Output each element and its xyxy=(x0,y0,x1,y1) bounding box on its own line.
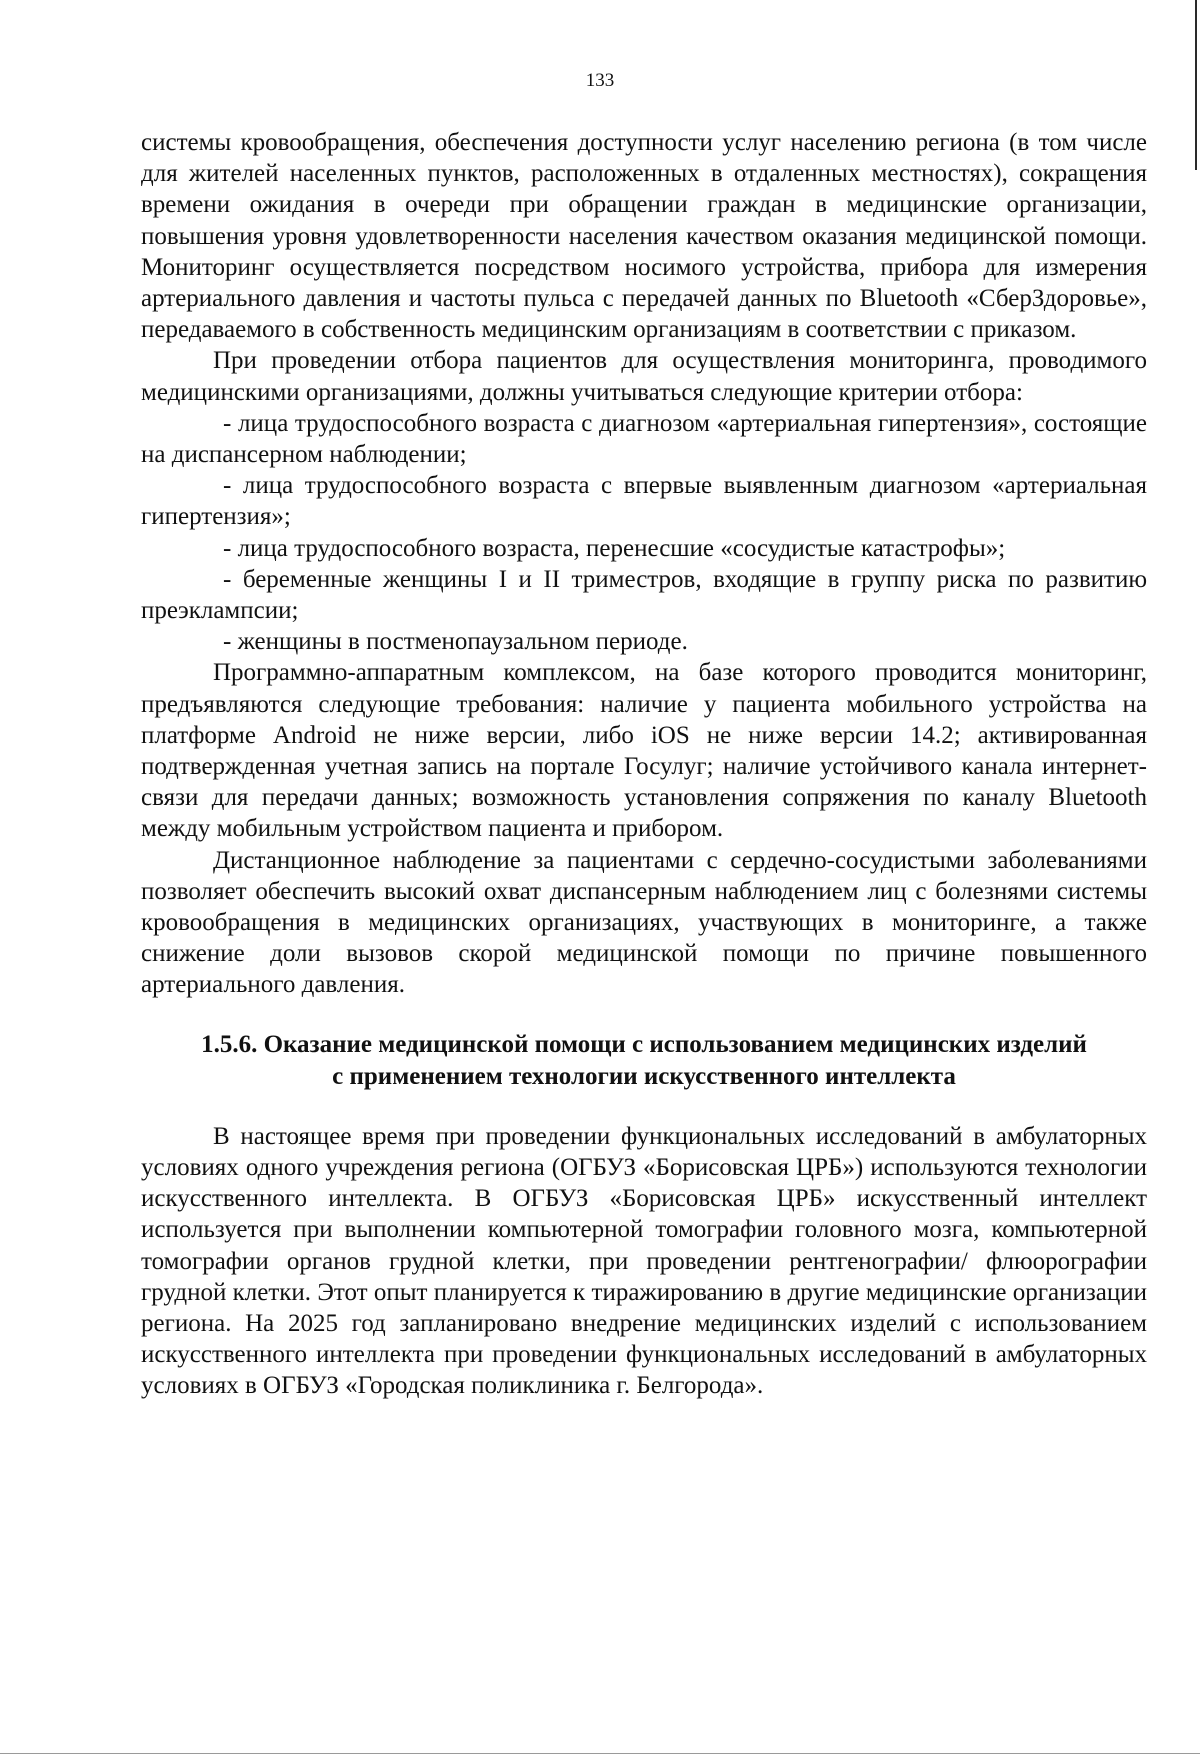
list-item: - беременные женщины I и II триместров, входящие в группу риска по развитию преэклампсии; xyxy=(141,565,1147,625)
paragraph-selection-criteria-intro: При проведении отбора пациентов для осуществления мониторинга, проводимого медицинскими организациями, должны учитываться следующие критерии отбора: xyxy=(141,347,1147,406)
section-heading: 1.5.6. Оказание медицинской помощи с использованием медицинских изделий с применением технологии искусственного интеллекта xyxy=(201,1030,1087,1090)
scan-bottom-line xyxy=(0,1753,1200,1754)
list-item: - лица трудоспособного возраста с впервые выявленным диагнозом «артериальная гипертензия»; xyxy=(141,472,1147,531)
list-item: - лица трудоспособного возраста с диагнозом «артериальная гипертензия», состоящие на диспансерном наблюдении; xyxy=(141,409,1147,469)
list-item: - женщины в постменопаузальном периоде. xyxy=(223,628,688,656)
page-number: 133 xyxy=(585,70,615,91)
paragraph-ai-usage: В настоящее время при проведении функциональных исследований в амбулаторных условиях одного учреждения региона (ОГБУЗ «Борисовская ЦРБ») используются технологии искусственного интеллекта. В ОГБУЗ «Борисовская ЦРБ» искусственный интеллект используется при выполнении компьютерной томографии головного мозга, компьютерной томографии органов грудной клетки, при проведении рентгенографии/ флюорографии грудной клетки. Этот опыт планируется к тиражированию в другие медицинские организации региона. На 2025 год запланировано внедрение медицинских изделий с использованием искусственного интеллекта при проведении функциональных исследований в амбулаторных условиях в ОГБУЗ «Городская поликлиника г. Белгорода». xyxy=(141,1122,1147,1400)
list-item: - лица трудоспособного возраста, перенесшие «сосудистые катастрофы»; xyxy=(223,534,1006,562)
paragraph-continuation: системы кровообращения, обеспечения доступности услуг населению региона (в том числе для жителей населенных пунктов, расположенных в отдаленных местностях), сокращения времени ожидания в очереди при обращении граждан в медицинские организации, повышения уровня удовлетворенности населения качеством оказания медицинской помощи. Мониторинг осуществляется посредством носимого устройства, прибора для измерения артериального давления и частоты пульса с передачей данных по Bluetooth «СберЗдоровье», передаваемого в собственность медицинским организациям в соответствии с приказом. xyxy=(141,129,1147,344)
document-body xyxy=(141,127,1147,1402)
paragraph-requirements: Программно-аппаратным комплексом, на базе которого проводится мониторинг, предъявляются следующие требования: наличие у пациента мобильного устройства на платформе Android не ниже версии, либо iOS не ниже версии 14.2; активированная подтвержденная учетная запись на портале Госулуг; наличие устойчивого канала интернет-связи для передачи данных; возможность установления сопряжения по каналу Bluetooth между мобильным устройством пациента и прибором. xyxy=(141,659,1147,843)
paragraph-remote-monitoring: Дистанционное наблюдение за пациентами с сердечно-сосудистыми заболеваниями позволяет обеспечить высокий охват диспансерным наблюдением лиц с болезнями системы кровообращения в медицинских организациях, участвующих в мониторинге, а также снижение доли вызовов скорой медицинской помощи по причине повышенного артериального давления. xyxy=(141,846,1147,999)
